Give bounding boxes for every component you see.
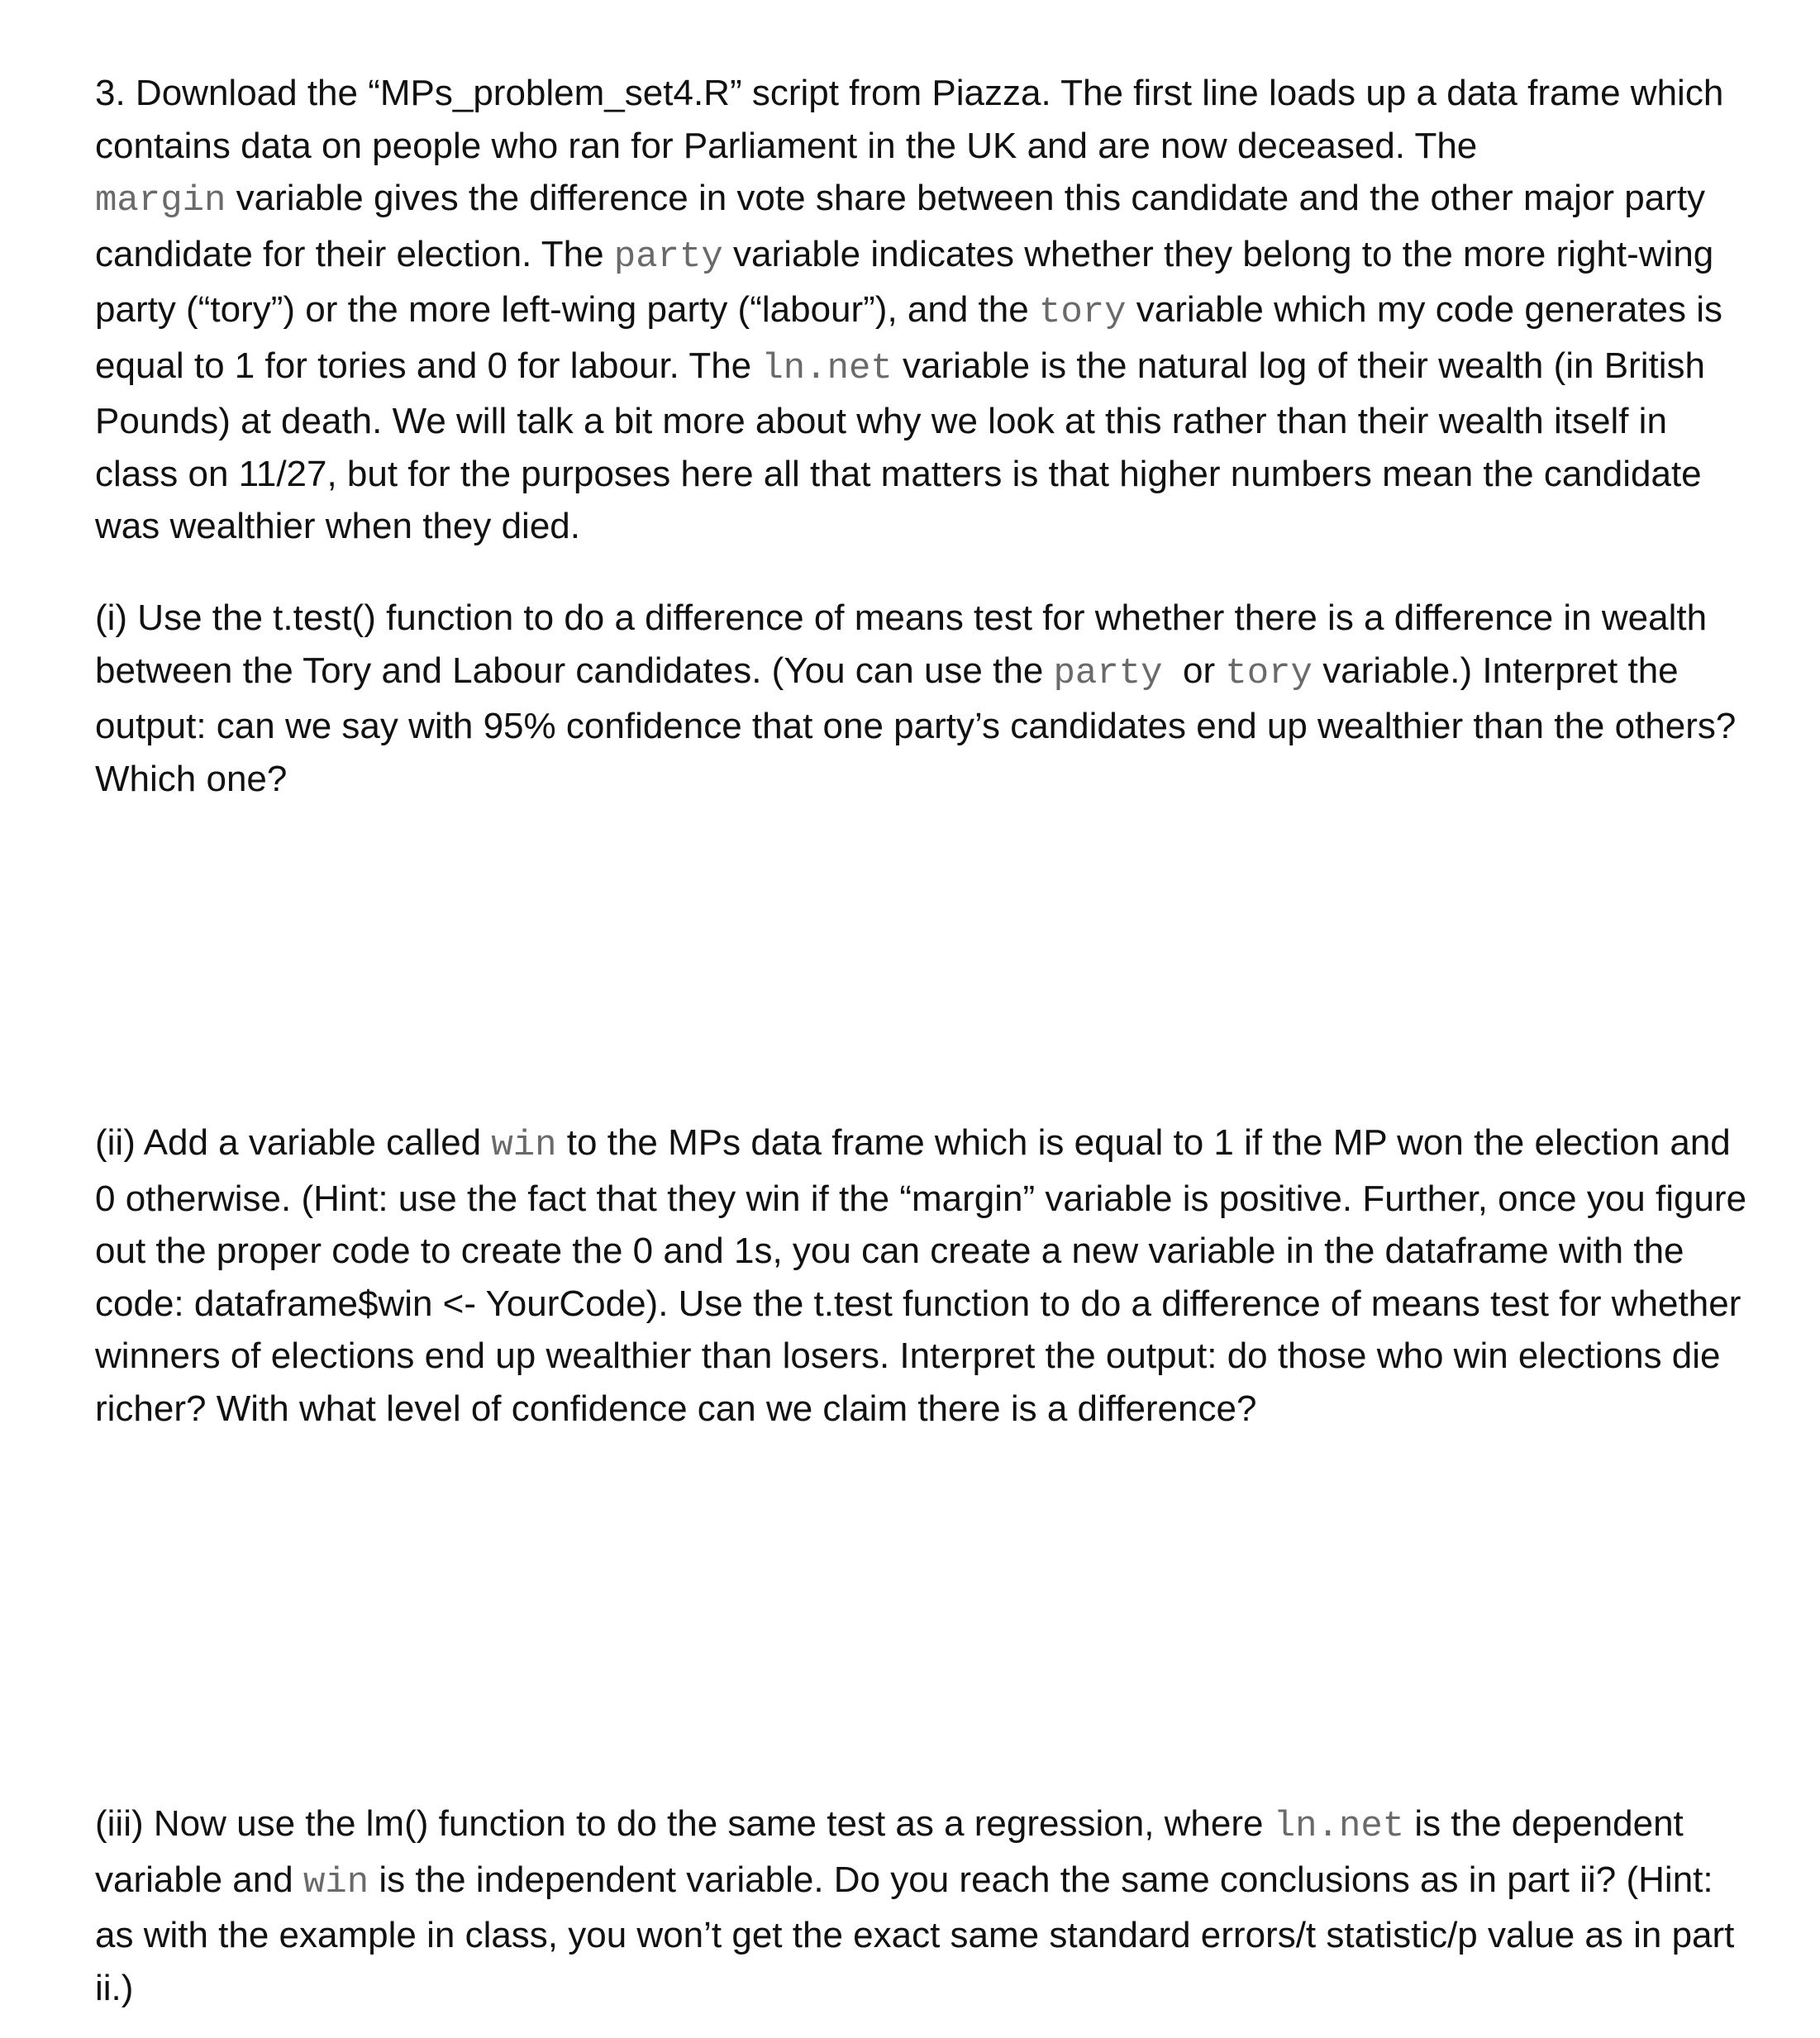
- code-ln-net: ln.net: [1273, 1806, 1405, 1847]
- intro-text-3: variable indicates whether they belong to the more right-wing party (“tory”) or the more left-wing party (“labour”), and the: [95, 233, 1714, 330]
- intro-text-1: 3. Download the “MPs_problem_set4.R” script from Piazza. The first line loads up a data frame which contains data on people who ran for Parliament in the UK and are now deceased. The: [95, 73, 1724, 166]
- part-iii-text-1: (iii) Now use the lm() function to do the same test as a regression, where: [95, 1803, 1274, 1844]
- question-part-iii: [95, 1798, 1748, 2014]
- code-party: party: [613, 236, 723, 278]
- code-ln-net: ln.net: [761, 347, 893, 389]
- part-iii-text-2: is the dependent variable and: [95, 1803, 1684, 1900]
- code-win: win: [303, 1861, 369, 1903]
- code-win: win: [491, 1125, 557, 1166]
- part-i-text-2: or: [1162, 650, 1226, 691]
- question-part-i: [95, 592, 1748, 805]
- intro-text-2: variable gives the difference in vote share between this candidate and the other major party candidate for their election. The: [95, 178, 1706, 274]
- code-tory: tory: [1038, 292, 1127, 333]
- code-margin: margin: [95, 180, 226, 221]
- intro-text-5: variable is the natural log of their wealth (in British Pounds) at death. We will talk a bit more about why we look at this rather than their wealth itself in class on 11/27, but for the purposes here all that matters is that higher numbers mean the candidate was wealthier when they died.: [95, 345, 1705, 546]
- part-i-text-3: variable.) Interpret the output: can we say with 95% confidence that one party’s candidates end up wealthier than the others? Which one?: [95, 650, 1737, 799]
- intro-text-4: variable which my code generates is equal to 1 for tories and 0 for labour. The: [95, 289, 1723, 386]
- code-tory: tory: [1225, 652, 1313, 694]
- part-ii-text-2: to the MPs data frame which is equal to 1 if the MP won the election and 0 otherwise. (Hint: use the fact that they win if the “margin” variable is positive. Further, once you figure out the proper code to create the 0 and 1s, you can create a new variable in the dataframe with the code: dataframe$win <- YourCode). Use the t.test function to do a difference of means test for whether winners of elections end up wealthier than losers. Interpret the output: do those who win elections die richer? With what level of confidence can we claim there is a difference?: [95, 1122, 1747, 1429]
- part-i-text-1: (i) Use the t.test() function to do a difference of means test for whether there is a difference in wealth between the Tory and Labour candidates. (You can use the: [95, 598, 1708, 691]
- question-3-intro: [95, 67, 1748, 553]
- part-iii-text-3: is the independent variable. Do you reach the same conclusions as in part ii? (Hint: as with the example in class, you won’t get the exact same standard errors/t statistic/p value as in part ii.): [95, 1859, 1735, 2008]
- question-part-ii: [95, 1117, 1748, 1435]
- part-ii-text-1: (ii) Add a variable called: [95, 1122, 492, 1163]
- code-party: party: [1053, 652, 1163, 694]
